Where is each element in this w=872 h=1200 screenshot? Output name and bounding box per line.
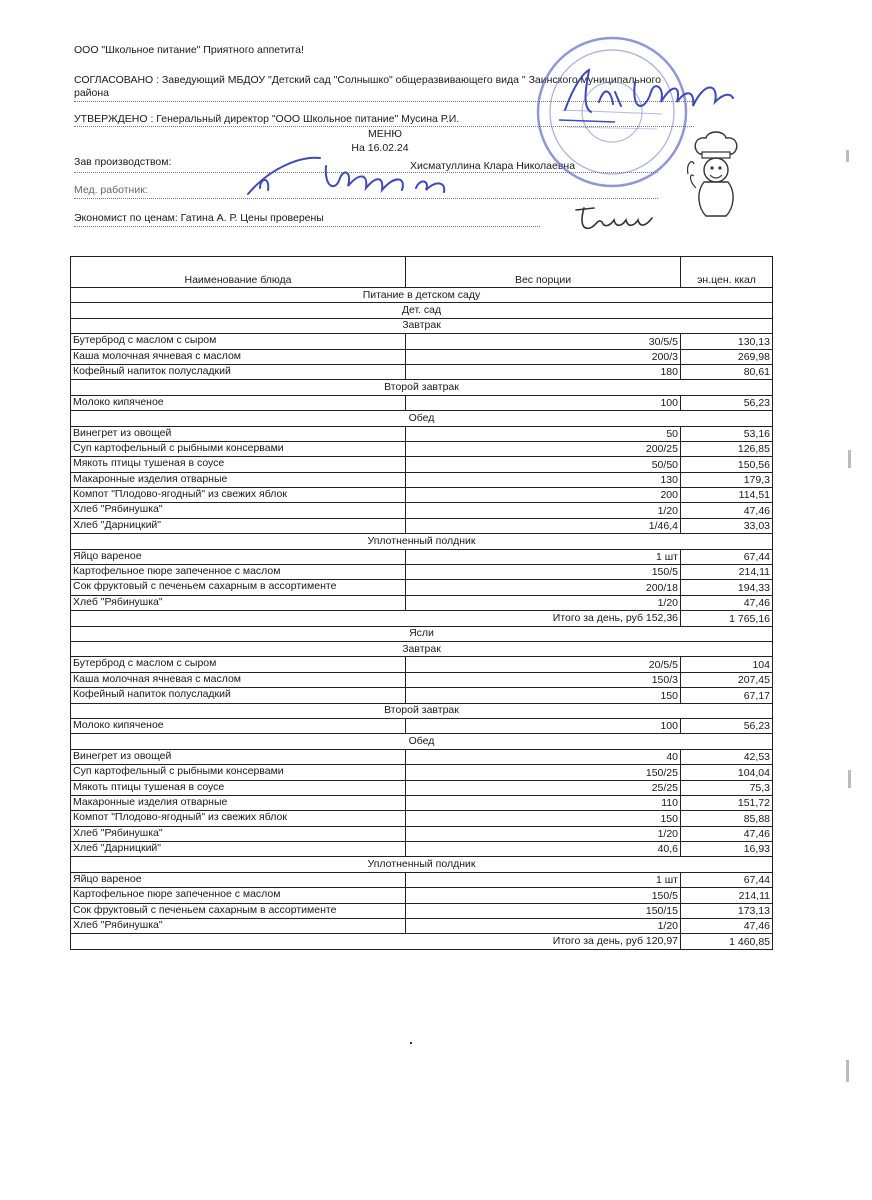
scan-speck (846, 150, 849, 162)
table-row (71, 549, 773, 564)
section-label: Дет. сад (71, 303, 773, 318)
menu-table (70, 256, 773, 950)
dish-name: Макаронные изделия отварные (71, 795, 406, 810)
table-row (71, 872, 773, 887)
chef-mascot-icon (686, 128, 746, 220)
director-signature-scribble (555, 62, 745, 132)
energy-kcal: 173,13 (681, 903, 773, 918)
section-label: Завтрак (71, 641, 773, 656)
table-row (71, 580, 773, 595)
energy-kcal: 269,98 (681, 349, 773, 364)
portion-weight: 100 (406, 395, 681, 410)
energy-kcal: 85,88 (681, 811, 773, 826)
portion-weight: 100 (406, 718, 681, 733)
portion-weight: 150 (406, 811, 681, 826)
portion-weight: 200/25 (406, 441, 681, 456)
portion-weight: 40,6 (406, 842, 681, 857)
table-row (71, 457, 773, 472)
menu-title: МЕНЮ (368, 128, 402, 140)
section-row (71, 534, 773, 549)
section-row (71, 641, 773, 656)
section-label: Завтрак (71, 318, 773, 333)
energy-kcal: 56,23 (681, 395, 773, 410)
energy-kcal: 67,44 (681, 549, 773, 564)
dish-name: Молоко кипяченое (71, 718, 406, 733)
dish-name: Сок фруктовый с печеньем сахарным в ассортименте (71, 580, 406, 595)
table-row (71, 795, 773, 810)
energy-kcal: 16,93 (681, 842, 773, 857)
dish-name: Хлеб "Рябинушка" (71, 595, 406, 610)
dish-name: Мякоть птицы тушеная в соусе (71, 457, 406, 472)
column-header-kcal: эн.цен. ккал (681, 257, 773, 288)
dish-name: Макаронные изделия отварные (71, 472, 406, 487)
portion-weight: 20/5/5 (406, 657, 681, 672)
dish-name: Сок фруктовый с печеньем сахарным в ассортименте (71, 903, 406, 918)
energy-kcal: 214,11 (681, 888, 773, 903)
table-row (71, 472, 773, 487)
menu-table-body (71, 257, 773, 950)
dish-name: Винегрет из овощей (71, 426, 406, 441)
table-row (71, 688, 773, 703)
section-label: Обед (71, 734, 773, 749)
energy-kcal: 207,45 (681, 672, 773, 687)
energy-kcal: 75,3 (681, 780, 773, 795)
portion-weight: 40 (406, 749, 681, 764)
table-row (71, 672, 773, 687)
portion-weight: 110 (406, 795, 681, 810)
energy-kcal: 47,46 (681, 503, 773, 518)
table-row (71, 903, 773, 918)
section-row (71, 411, 773, 426)
table-row (71, 488, 773, 503)
portion-weight: 50 (406, 426, 681, 441)
energy-kcal: 47,46 (681, 826, 773, 841)
portion-weight: 1/20 (406, 595, 681, 610)
dish-name: Бутерброд с маслом с сыром (71, 334, 406, 349)
table-header-row (71, 257, 773, 288)
section-row (71, 703, 773, 718)
economist-signature-scribble (570, 200, 660, 236)
production-label: Зав производством: (74, 156, 172, 168)
portion-weight: 130 (406, 472, 681, 487)
energy-kcal: 80,61 (681, 364, 773, 379)
section-row (71, 380, 773, 395)
medic-signature-scribble (240, 148, 470, 210)
dish-name: Хлеб "Рябинушка" (71, 826, 406, 841)
portion-weight: 1 шт (406, 549, 681, 564)
portion-weight: 25/25 (406, 780, 681, 795)
economist-line: Экономист по ценам: Гатина А. Р. Цены проверены (74, 212, 324, 224)
portion-weight: 150/15 (406, 903, 681, 918)
energy-kcal: 179,3 (681, 472, 773, 487)
dish-name: Хлеб "Рябинушка" (71, 503, 406, 518)
energy-kcal: 104,04 (681, 765, 773, 780)
economist-underline (74, 226, 540, 227)
table-row (71, 334, 773, 349)
energy-kcal: 53,16 (681, 426, 773, 441)
energy-kcal: 214,11 (681, 565, 773, 580)
column-header-name: Наименование блюда (71, 257, 406, 288)
energy-kcal: 151,72 (681, 795, 773, 810)
energy-kcal: 67,44 (681, 872, 773, 887)
portion-weight: 200/18 (406, 580, 681, 595)
table-row (71, 565, 773, 580)
section-row (71, 734, 773, 749)
medic-label: Мед. работник: (74, 184, 148, 196)
dish-name: Картофельное пюре запеченное с маслом (71, 888, 406, 903)
table-row (71, 826, 773, 841)
dish-name: Суп картофельный с рыбными консервами (71, 765, 406, 780)
production-name: Хисматуллина Клара Николаевна (410, 160, 576, 172)
dish-name: Каша молочная ячневая с маслом (71, 349, 406, 364)
dish-name: Яйцо вареное (71, 549, 406, 564)
dish-name: Каша молочная ячневая с маслом (71, 672, 406, 687)
organization-line: ООО "Школьное питание" Приятного аппетита! (74, 44, 304, 56)
portion-weight: 30/5/5 (406, 334, 681, 349)
portion-weight: 150 (406, 688, 681, 703)
energy-kcal: 56,23 (681, 718, 773, 733)
table-row (71, 503, 773, 518)
energy-kcal: 104 (681, 657, 773, 672)
portion-weight: 150/3 (406, 672, 681, 687)
portion-weight: 1 шт (406, 872, 681, 887)
table-row (71, 842, 773, 857)
portion-weight: 50/50 (406, 457, 681, 472)
day-total-kcal: 1 460,85 (681, 934, 773, 949)
section-label: Уплотненный полдник (71, 857, 773, 872)
dish-name: Винегрет из овощей (71, 749, 406, 764)
total-row (71, 934, 773, 949)
energy-kcal: 126,85 (681, 441, 773, 456)
portion-weight: 200 (406, 488, 681, 503)
energy-kcal: 42,53 (681, 749, 773, 764)
agreed-line: СОГЛАСОВАНО : Заведующий МБДОУ "Детский сад "Солнышко" общеразвивающего вида " Заинского муниципального района (74, 74, 661, 99)
section-row (71, 303, 773, 318)
portion-weight: 150/25 (406, 765, 681, 780)
portion-weight: 1/46,4 (406, 518, 681, 533)
energy-kcal: 150,56 (681, 457, 773, 472)
energy-kcal: 114,51 (681, 488, 773, 503)
dish-name: Мякоть птицы тушеная в соусе (71, 780, 406, 795)
section-label: Уплотненный полдник (71, 534, 773, 549)
dish-name: Кофейный напиток полусладкий (71, 364, 406, 379)
table-row (71, 595, 773, 610)
dish-name: Бутерброд с маслом с сыром (71, 657, 406, 672)
section-label: Обед (71, 411, 773, 426)
portion-weight: 180 (406, 364, 681, 379)
energy-kcal: 194,33 (681, 580, 773, 595)
dish-name: Суп картофельный с рыбными консервами (71, 441, 406, 456)
scan-speck (410, 1042, 412, 1044)
section-label: Второй завтрак (71, 380, 773, 395)
scan-speck (848, 450, 851, 468)
section-row (71, 318, 773, 333)
approved-line: УТВЕРЖДЕНО : Генеральный директор "ООО Школьное питание" Мусина Р.И. (74, 113, 460, 125)
energy-kcal: 33,03 (681, 518, 773, 533)
table-row (71, 441, 773, 456)
portion-weight: 1/20 (406, 919, 681, 934)
scan-speck (846, 1060, 849, 1082)
table-row (71, 780, 773, 795)
energy-kcal: 47,46 (681, 595, 773, 610)
dish-name: Хлеб "Дарницкий" (71, 518, 406, 533)
dish-name: Хлеб "Дарницкий" (71, 842, 406, 857)
table-row (71, 749, 773, 764)
column-header-weight: Вес порции (406, 257, 681, 288)
portion-weight: 1/20 (406, 503, 681, 518)
table-row (71, 888, 773, 903)
table-row (71, 657, 773, 672)
section-label: Ясли (71, 626, 773, 641)
table-row (71, 426, 773, 441)
dish-name: Хлеб "Рябинушка" (71, 919, 406, 934)
table-row (71, 349, 773, 364)
dish-name: Яйцо вареное (71, 872, 406, 887)
dish-name: Компот "Плодово-ягодный" из свежих яблок (71, 811, 406, 826)
day-total-kcal: 1 765,16 (681, 611, 773, 626)
section-row (71, 857, 773, 872)
table-row (71, 395, 773, 410)
dish-name: Компот "Плодово-ягодный" из свежих яблок (71, 488, 406, 503)
portion-weight: 200/3 (406, 349, 681, 364)
scan-speck (848, 770, 851, 788)
table-row (71, 364, 773, 379)
section-label: Второй завтрак (71, 703, 773, 718)
table-row (71, 919, 773, 934)
dish-name: Картофельное пюре запеченное с маслом (71, 565, 406, 580)
portion-weight: 150/5 (406, 565, 681, 580)
day-total-label: Итого за день, руб 120,97 (71, 934, 681, 949)
portion-weight: 150/5 (406, 888, 681, 903)
table-row (71, 811, 773, 826)
energy-kcal: 130,13 (681, 334, 773, 349)
table-row (71, 765, 773, 780)
table-row (71, 718, 773, 733)
day-total-label: Итого за день, руб 152,36 (71, 611, 681, 626)
energy-kcal: 67,17 (681, 688, 773, 703)
portion-weight: 1/20 (406, 826, 681, 841)
section-row (71, 288, 773, 303)
section-row (71, 626, 773, 641)
dish-name: Кофейный напиток полусладкий (71, 688, 406, 703)
energy-kcal: 47,46 (681, 919, 773, 934)
section-label: Питание в детском саду (71, 288, 773, 303)
table-row (71, 518, 773, 533)
menu-date: На 16.02.24 (351, 142, 409, 154)
total-row (71, 611, 773, 626)
dish-name: Молоко кипяченое (71, 395, 406, 410)
